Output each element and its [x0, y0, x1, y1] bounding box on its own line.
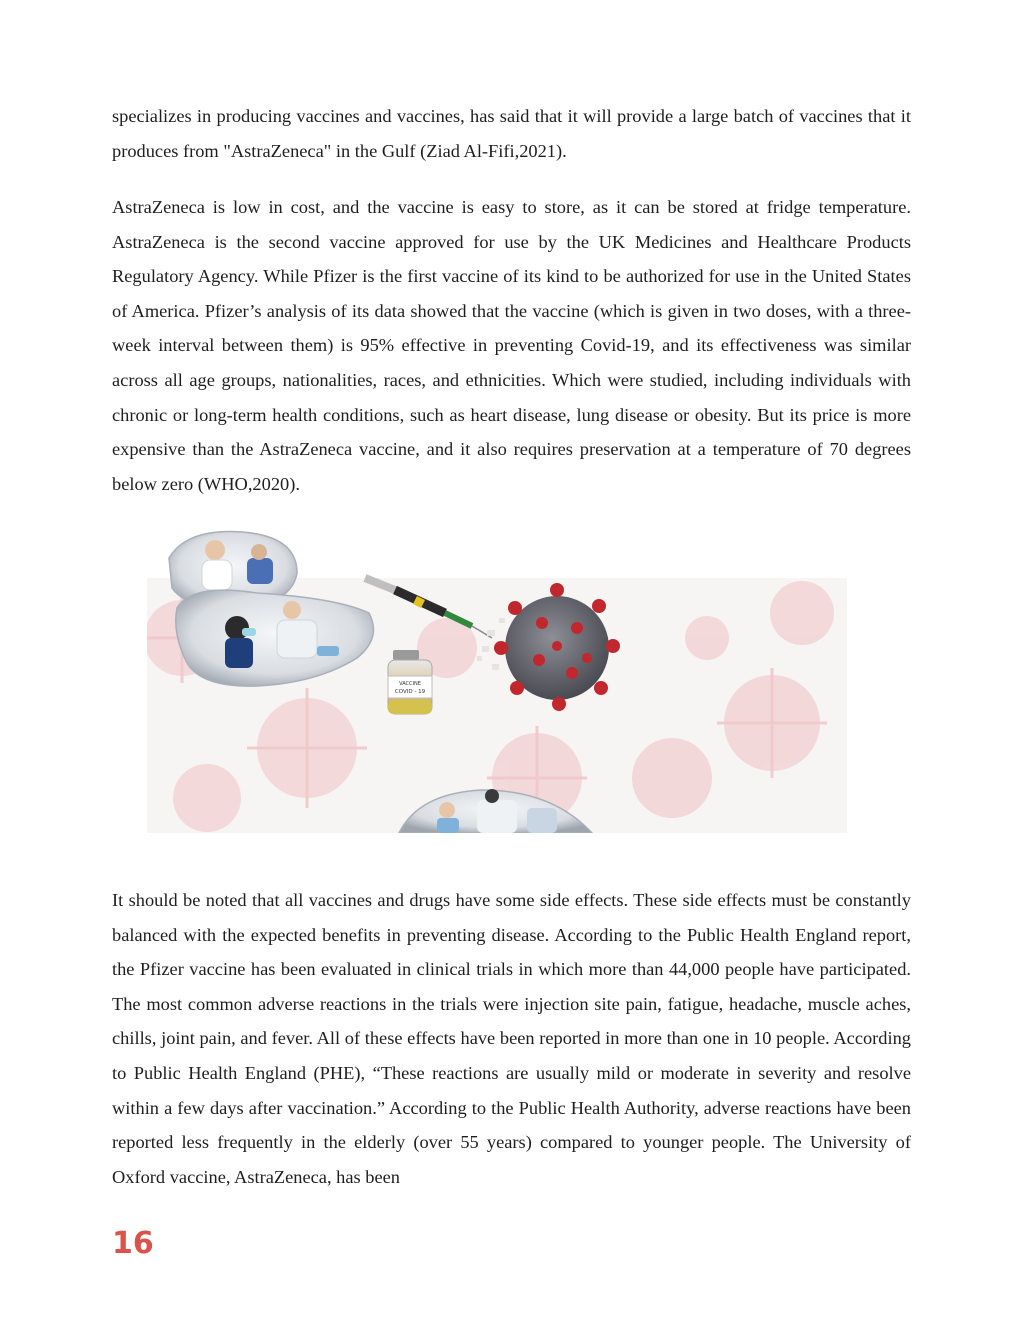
paragraph-continued: specializes in producing vaccines and vaccines, has said that it will provide a large batch of vaccines that it produces from "AstraZeneca" in the Gulf (Ziad Al-Fifi,2021). — [112, 106, 911, 161]
paragraph-side-effects: It should be noted that all vaccines and drugs have some side effects. These side effects must be constantly balanced with the expected benefits in preventing disease. According to the Public Health England report, the Pfizer vaccine has been evaluated in clinical trials in which more than 44,000 people have participated. The most common adverse reactions in the trials were injection site pain, fatigue, headache, muscle aches, chills, joint pain, and fever. All of these effects have been reported in more than one in 10 people. According to Public Health England (PHE), “These reactions are usually mild or moderate in severity and resolve within a few days after vaccination.” According to the Public Health Authority, adverse reactions have been reported less frequently in the elderly (over 55 years) compared to younger people. The University of Oxford vaccine, AstraZeneca, has been — [112, 890, 911, 1187]
vaccine-vial-icon — [388, 650, 432, 714]
vial-label-top: VACCINE — [399, 681, 421, 687]
vaccine-illustration — [147, 528, 847, 833]
paragraph-astrazeneca-pfizer: AstraZeneca is low in cost, and the vaccine is easy to store, as it can be stored at fridge temperature. AstraZeneca is the second vaccine approved for use by the UK Medicines and Healthcare Products Regulatory Agency. While Pfizer is the first vaccine of its kind to be authorized for use in the United States of America. Pfizer’s analysis of its data showed that the vaccine (which is given in two doses, with a three-week interval between them) is 95% effective in preventing Covid-19, and its effectiveness was similar across all age groups, nationalities, races, and ethnicities. Which were studied, including individuals with chronic or long-term health conditions, such as heart disease, lung disease or obesity. But its price is more expensive than the AstraZeneca vaccine, and it also requires preservation at a temperature of 70 degrees below zero (WHO,2020). — [112, 197, 911, 494]
vial-label-main: COVID - 19 — [394, 689, 426, 695]
page-number: 16 — [112, 1226, 154, 1261]
